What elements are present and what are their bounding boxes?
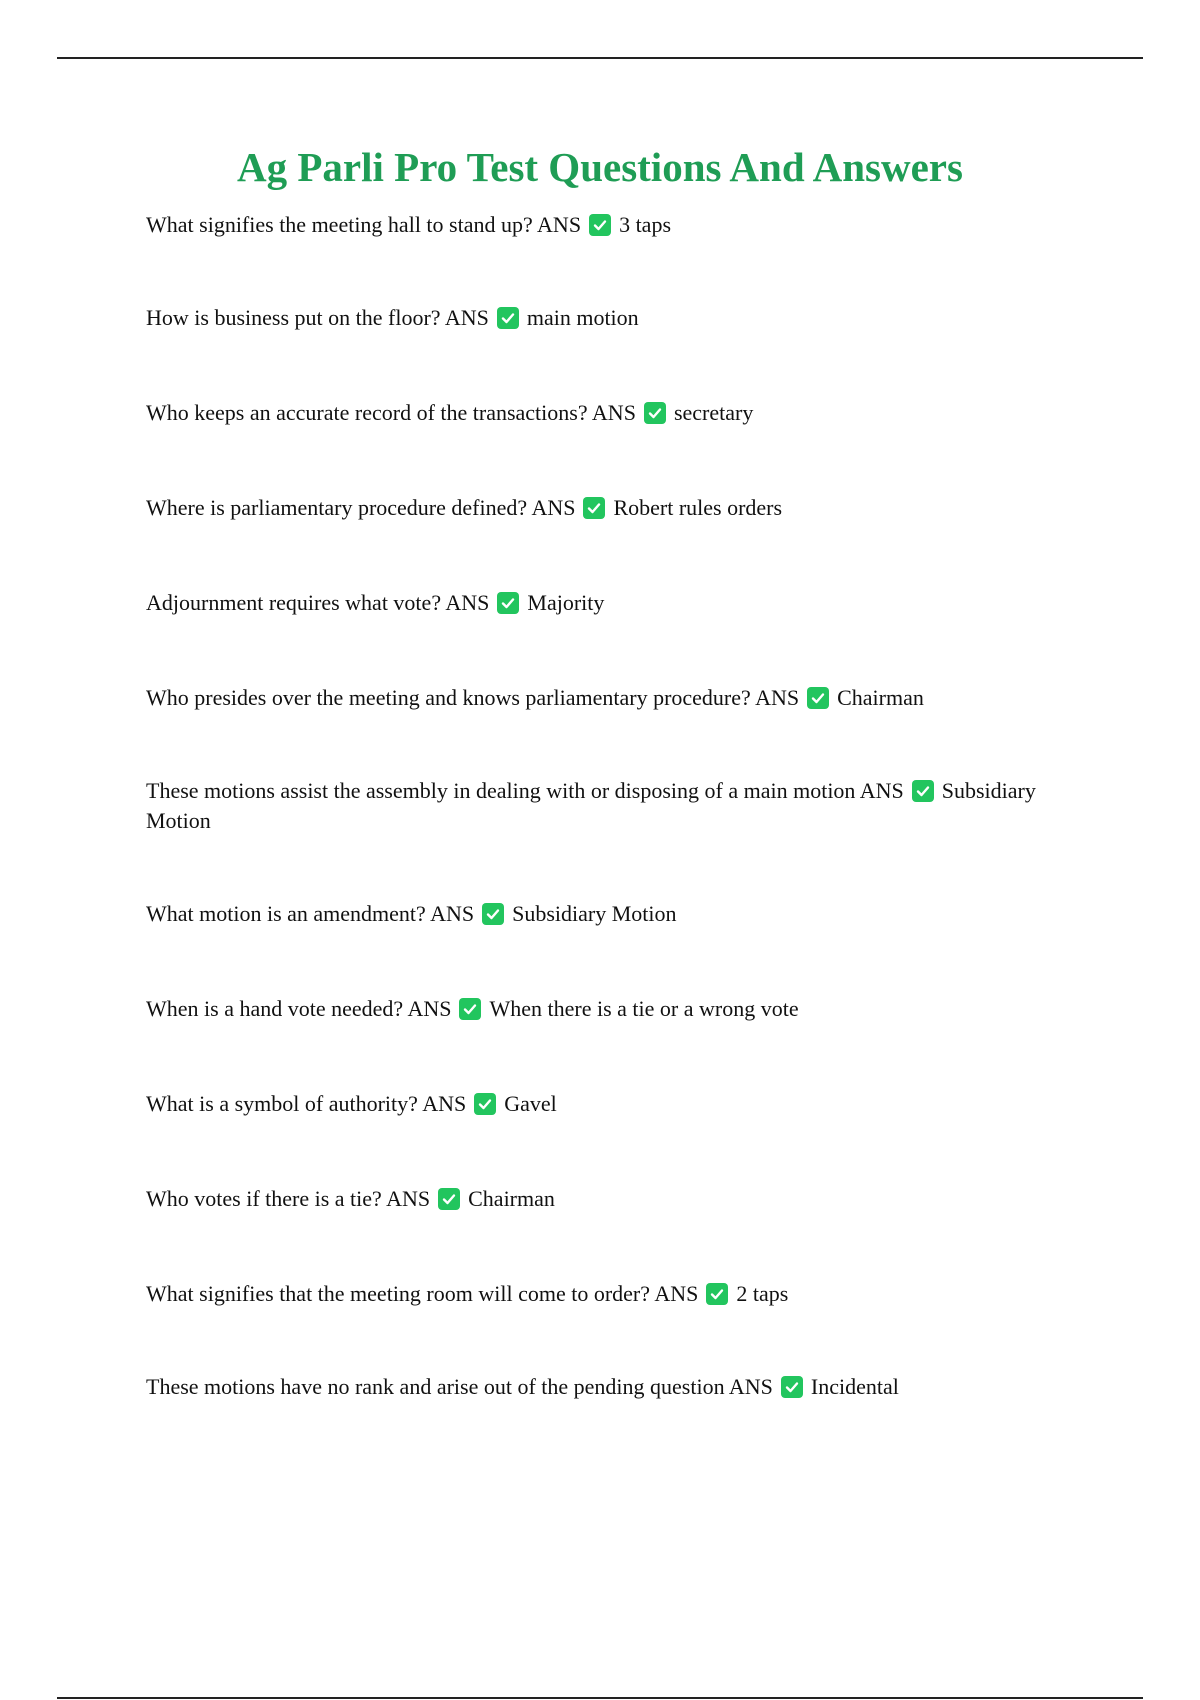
answer-marker: ANS	[445, 590, 490, 615]
answer-text: Incidental	[810, 1374, 899, 1399]
answer-text: When there is a tie or a wrong vote	[489, 996, 799, 1021]
check-box-icon	[438, 1188, 460, 1210]
answer-text: Subsidiary Motion	[146, 778, 1036, 833]
qa-item	[146, 588, 1096, 618]
answer-text: 3 taps	[619, 212, 672, 237]
answer-marker: ANS	[654, 1281, 699, 1306]
answer-marker: ANS	[728, 1374, 773, 1399]
question-text: These motions assist the assembly in dealing with or disposing of a main motion	[146, 778, 856, 803]
answer-text: Chairman	[468, 1186, 555, 1211]
answer-marker: ANS	[537, 212, 582, 237]
question-text: What signifies that the meeting room will come to order?	[146, 1281, 651, 1306]
answer-text: secretary	[673, 400, 754, 425]
qa-item	[146, 1089, 1096, 1119]
check-box-icon	[807, 687, 829, 709]
check-box-icon	[912, 780, 934, 802]
question-text: Where is parliamentary procedure defined?	[146, 495, 528, 520]
check-box-icon	[706, 1283, 728, 1305]
answer-marker: ANS	[531, 495, 576, 520]
qa-item	[146, 210, 1096, 240]
check-box-icon	[497, 307, 519, 329]
check-box-icon	[589, 214, 611, 236]
answer-marker: ANS	[386, 1186, 431, 1211]
qa-item	[146, 1184, 1096, 1214]
check-box-icon	[644, 402, 666, 424]
answer-marker: ANS	[407, 996, 452, 1021]
qa-item	[146, 1279, 1096, 1309]
bottom-rule	[57, 1697, 1143, 1699]
answer-text: Subsidiary Motion	[512, 901, 677, 926]
question-text: What signifies the meeting hall to stand up?	[146, 212, 533, 237]
answer-marker: ANS	[444, 305, 489, 330]
question-text: When is a hand vote needed?	[146, 996, 404, 1021]
question-text: How is business put on the floor?	[146, 305, 441, 330]
question-text: What motion is an amendment?	[146, 901, 426, 926]
answer-marker: ANS	[430, 901, 475, 926]
answer-text: main motion	[526, 305, 639, 330]
question-text: Who keeps an accurate record of the transactions?	[146, 400, 588, 425]
answer-text: Gavel	[504, 1091, 557, 1116]
answer-text: 2 taps	[736, 1281, 789, 1306]
qa-item	[146, 398, 1096, 428]
question-text: Who votes if there is a tie?	[146, 1186, 382, 1211]
answer-marker: ANS	[859, 778, 904, 803]
check-box-icon	[497, 592, 519, 614]
qa-item	[146, 683, 1096, 713]
answer-marker: ANS	[591, 400, 636, 425]
question-text: What is a symbol of authority?	[146, 1091, 418, 1116]
check-box-icon	[583, 497, 605, 519]
question-text: Adjournment requires what vote?	[146, 590, 442, 615]
qa-item	[146, 899, 1096, 929]
check-box-icon	[474, 1093, 496, 1115]
answer-marker: ANS	[422, 1091, 467, 1116]
document-title: Ag Parli Pro Test Questions And Answers	[237, 144, 963, 190]
qa-item	[146, 776, 1096, 836]
answer-text: Majority	[527, 590, 605, 615]
qa-item	[146, 994, 1096, 1024]
answer-text: Chairman	[837, 685, 924, 710]
check-box-icon	[482, 903, 504, 925]
question-text: These motions have no rank and arise out of the pending question	[146, 1374, 725, 1399]
check-box-icon	[459, 998, 481, 1020]
top-rule	[57, 57, 1143, 59]
qa-item	[146, 303, 1096, 333]
answer-text: Robert rules orders	[613, 495, 783, 520]
check-box-icon	[781, 1376, 803, 1398]
qa-item	[146, 1372, 1096, 1402]
answer-marker: ANS	[755, 685, 800, 710]
question-text: Who presides over the meeting and knows parliamentary procedure?	[146, 685, 751, 710]
qa-item	[146, 493, 1096, 523]
